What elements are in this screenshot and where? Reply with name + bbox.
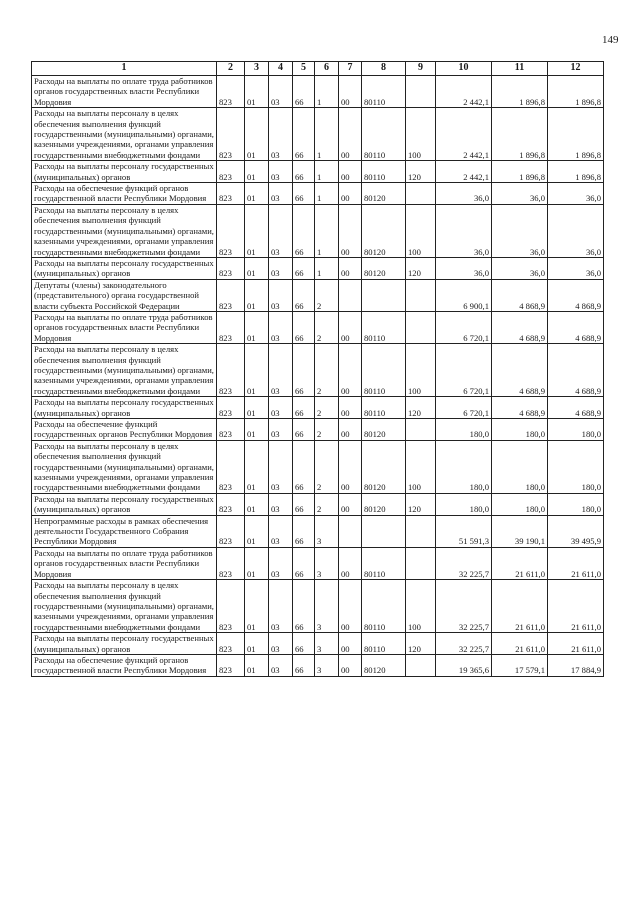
admin-code: 823 [217, 108, 245, 161]
amount-col-11: 4 688,9 [492, 344, 548, 397]
amount-col-12: 21 611,0 [548, 547, 604, 579]
subsection-code: 03 [269, 257, 293, 279]
subsection-code: 03 [269, 76, 293, 108]
program-code: 66 [293, 161, 315, 183]
target-code: 80110 [362, 580, 406, 633]
amount-col-10: 19 365,6 [436, 654, 492, 676]
column-header: 1 [32, 62, 217, 76]
expense-type-code: 100 [406, 440, 436, 493]
expense-type-code [406, 76, 436, 108]
target-code: 80120 [362, 493, 406, 515]
section-code: 01 [245, 279, 269, 311]
row-description: Непрограммные расходы в рамках обеспечения деятельности Государственного Собрания Республики Мордовия [32, 515, 217, 547]
amount-col-11: 21 611,0 [492, 633, 548, 655]
target-code: 80120 [362, 183, 406, 205]
admin-code: 823 [217, 654, 245, 676]
column-header: 5 [293, 62, 315, 76]
amount-col-11: 180,0 [492, 493, 548, 515]
group-code: 00 [339, 183, 362, 205]
subprogram-code: 1 [315, 108, 339, 161]
section-code: 01 [245, 654, 269, 676]
row-description: Расходы на выплаты персоналу в целях обеспечения выполнения функций государственными (муниципальными) органами, казенными учреждениями, органами управления государственными внебюджетными фондами [32, 108, 217, 161]
amount-col-12: 39 495,9 [548, 515, 604, 547]
group-code: 00 [339, 257, 362, 279]
group-code [339, 279, 362, 311]
subsection-code: 03 [269, 344, 293, 397]
amount-col-12: 21 611,0 [548, 633, 604, 655]
row-description: Расходы на выплаты персоналу государственных (муниципальных) органов [32, 257, 217, 279]
column-header: 9 [406, 62, 436, 76]
expense-type-code [406, 183, 436, 205]
row-description: Расходы на выплаты по оплате труда работников органов государственных власти Республики Мордовия [32, 547, 217, 579]
expense-type-code: 100 [406, 108, 436, 161]
subprogram-code: 1 [315, 183, 339, 205]
row-description: Расходы на выплаты персоналу в целях обеспечения выполнения функций государственными (муниципальными) органами, казенными учреждениями, органами управления государственными внебюджетными фондами [32, 204, 217, 257]
admin-code: 823 [217, 397, 245, 419]
target-code: 80110 [362, 547, 406, 579]
amount-col-11: 180,0 [492, 419, 548, 441]
table-row [32, 76, 604, 108]
amount-col-12: 4 688,9 [548, 397, 604, 419]
admin-code: 823 [217, 547, 245, 579]
column-header: 8 [362, 62, 406, 76]
amount-col-10: 2 442,1 [436, 108, 492, 161]
expense-type-code: 120 [406, 397, 436, 419]
table-row [32, 279, 604, 311]
admin-code: 823 [217, 311, 245, 343]
amount-col-11: 1 896,8 [492, 161, 548, 183]
amount-col-10: 180,0 [436, 440, 492, 493]
amount-col-11: 36,0 [492, 257, 548, 279]
row-description: Расходы на обеспечение функций органов государственной власти Республики Мордовия [32, 183, 217, 205]
amount-col-12: 1 896,8 [548, 161, 604, 183]
amount-col-12: 36,0 [548, 257, 604, 279]
target-code: 80110 [362, 397, 406, 419]
subprogram-code: 2 [315, 419, 339, 441]
amount-col-10: 32 225,7 [436, 580, 492, 633]
target-code: 80120 [362, 419, 406, 441]
admin-code: 823 [217, 493, 245, 515]
table-row [32, 204, 604, 257]
amount-col-12: 4 688,9 [548, 344, 604, 397]
expense-type-code [406, 547, 436, 579]
amount-col-11: 17 579,1 [492, 654, 548, 676]
amount-col-12: 1 896,8 [548, 76, 604, 108]
amount-col-12: 180,0 [548, 440, 604, 493]
budget-table [31, 61, 604, 677]
target-code: 80110 [362, 311, 406, 343]
amount-col-10: 2 442,1 [436, 161, 492, 183]
admin-code: 823 [217, 344, 245, 397]
expense-type-code: 120 [406, 493, 436, 515]
column-header: 6 [315, 62, 339, 76]
program-code: 66 [293, 547, 315, 579]
target-code: 80120 [362, 204, 406, 257]
section-code: 01 [245, 515, 269, 547]
amount-col-10: 180,0 [436, 419, 492, 441]
group-code: 00 [339, 419, 362, 441]
row-description: Расходы на выплаты по оплате труда работников органов государственных власти Республики Мордовия [32, 311, 217, 343]
amount-col-12: 180,0 [548, 419, 604, 441]
admin-code: 823 [217, 440, 245, 493]
expense-type-code: 100 [406, 204, 436, 257]
amount-col-10: 6 720,1 [436, 344, 492, 397]
table-row [32, 515, 604, 547]
subsection-code: 03 [269, 580, 293, 633]
column-header: 3 [245, 62, 269, 76]
group-code: 00 [339, 633, 362, 655]
target-code: 80110 [362, 108, 406, 161]
subprogram-code: 2 [315, 493, 339, 515]
column-header: 10 [436, 62, 492, 76]
expense-type-code [406, 419, 436, 441]
table-row [32, 419, 604, 441]
amount-col-11: 36,0 [492, 183, 548, 205]
amount-col-11: 180,0 [492, 440, 548, 493]
row-description: Расходы на выплаты персоналу в целях обеспечения выполнения функций государственными (муниципальными) органами, казенными учреждениями, органами управления государственными внебюджетными фондами [32, 344, 217, 397]
program-code: 66 [293, 580, 315, 633]
admin-code: 823 [217, 76, 245, 108]
amount-col-11: 4 868,9 [492, 279, 548, 311]
section-code: 01 [245, 440, 269, 493]
subsection-code: 03 [269, 440, 293, 493]
amount-col-11: 21 611,0 [492, 547, 548, 579]
subprogram-code: 3 [315, 547, 339, 579]
section-code: 01 [245, 257, 269, 279]
expense-type-code [406, 279, 436, 311]
program-code: 66 [293, 257, 315, 279]
subprogram-code: 2 [315, 344, 339, 397]
target-code: 80120 [362, 654, 406, 676]
expense-type-code: 120 [406, 161, 436, 183]
subprogram-code: 2 [315, 440, 339, 493]
program-code: 66 [293, 204, 315, 257]
amount-col-10: 2 442,1 [436, 76, 492, 108]
group-code: 00 [339, 204, 362, 257]
admin-code: 823 [217, 279, 245, 311]
program-code: 66 [293, 344, 315, 397]
subsection-code: 03 [269, 204, 293, 257]
section-code: 01 [245, 161, 269, 183]
section-code: 01 [245, 76, 269, 108]
amount-col-11: 39 190,1 [492, 515, 548, 547]
amount-col-12: 36,0 [548, 183, 604, 205]
row-description: Расходы на выплаты персоналу государственных (муниципальных) органов [32, 397, 217, 419]
table-row [32, 580, 604, 633]
subprogram-code: 3 [315, 515, 339, 547]
subprogram-code: 3 [315, 654, 339, 676]
subprogram-code: 1 [315, 161, 339, 183]
group-code: 00 [339, 440, 362, 493]
subprogram-code: 2 [315, 279, 339, 311]
expense-type-code: 100 [406, 344, 436, 397]
amount-col-10: 32 225,7 [436, 633, 492, 655]
amount-col-10: 51 591,3 [436, 515, 492, 547]
column-header: 7 [339, 62, 362, 76]
program-code: 66 [293, 440, 315, 493]
section-code: 01 [245, 493, 269, 515]
program-code: 66 [293, 397, 315, 419]
section-code: 01 [245, 633, 269, 655]
amount-col-10: 6 720,1 [436, 311, 492, 343]
admin-code: 823 [217, 580, 245, 633]
row-description: Расходы на выплаты персоналу в целях обеспечения выполнения функций государственными (муниципальными) органами, казенными учреждениями, органами управления государственными внебюджетными фондами [32, 440, 217, 493]
program-code: 66 [293, 311, 315, 343]
expense-type-code: 100 [406, 580, 436, 633]
program-code: 66 [293, 515, 315, 547]
row-description: Расходы на выплаты персоналу государственных (муниципальных) органов [32, 633, 217, 655]
row-description: Расходы на выплаты персоналу государственных (муниципальных) органов [32, 161, 217, 183]
subsection-code: 03 [269, 183, 293, 205]
admin-code: 823 [217, 633, 245, 655]
section-code: 01 [245, 344, 269, 397]
row-description: Депутаты (члены) законодательного (представительного) органа государственной власти субъекта Российской Федерации [32, 279, 217, 311]
expense-type-code [406, 654, 436, 676]
group-code: 00 [339, 161, 362, 183]
subsection-code: 03 [269, 311, 293, 343]
row-description: Расходы на выплаты персоналу в целях обеспечения выполнения функций государственными (муниципальными) органами, казенными учреждениями, органами управления государственными внебюджетными фондами [32, 580, 217, 633]
amount-col-11: 1 896,8 [492, 108, 548, 161]
column-header: 12 [548, 62, 604, 76]
program-code: 66 [293, 419, 315, 441]
amount-col-12: 180,0 [548, 493, 604, 515]
subsection-code: 03 [269, 161, 293, 183]
amount-col-12: 1 896,8 [548, 108, 604, 161]
section-code: 01 [245, 419, 269, 441]
amount-col-11: 36,0 [492, 204, 548, 257]
table-row [32, 654, 604, 676]
table-row [32, 547, 604, 579]
row-description: Расходы на обеспечение функций государственных органов Республики Мордовия [32, 419, 217, 441]
column-header: 11 [492, 62, 548, 76]
table-row [32, 633, 604, 655]
group-code: 00 [339, 108, 362, 161]
amount-col-10: 36,0 [436, 204, 492, 257]
admin-code: 823 [217, 515, 245, 547]
row-description: Расходы на выплаты по оплате труда работников органов государственных власти Республики Мордовия [32, 76, 217, 108]
amount-col-10: 36,0 [436, 183, 492, 205]
table-row [32, 108, 604, 161]
expense-type-code [406, 515, 436, 547]
subsection-code: 03 [269, 279, 293, 311]
table-row [32, 311, 604, 343]
table-row [32, 257, 604, 279]
column-header: 4 [269, 62, 293, 76]
table-row [32, 344, 604, 397]
amount-col-12: 4 688,9 [548, 311, 604, 343]
table-body [32, 76, 604, 677]
section-code: 01 [245, 580, 269, 633]
row-description: Расходы на обеспечение функций органов государственной власти Республики Мордовия [32, 654, 217, 676]
expense-type-code: 120 [406, 257, 436, 279]
amount-col-12: 4 868,9 [548, 279, 604, 311]
target-code: 80110 [362, 344, 406, 397]
section-code: 01 [245, 183, 269, 205]
target-code [362, 279, 406, 311]
program-code: 66 [293, 633, 315, 655]
program-code: 66 [293, 76, 315, 108]
group-code: 00 [339, 397, 362, 419]
subsection-code: 03 [269, 654, 293, 676]
amount-col-10: 180,0 [436, 493, 492, 515]
subsection-code: 03 [269, 493, 293, 515]
admin-code: 823 [217, 161, 245, 183]
target-code: 80110 [362, 76, 406, 108]
subprogram-code: 1 [315, 76, 339, 108]
group-code: 00 [339, 76, 362, 108]
expense-type-code [406, 311, 436, 343]
subsection-code: 03 [269, 397, 293, 419]
target-code: 80120 [362, 257, 406, 279]
subsection-code: 03 [269, 419, 293, 441]
subprogram-code: 2 [315, 397, 339, 419]
section-code: 01 [245, 108, 269, 161]
expense-type-code: 120 [406, 633, 436, 655]
target-code: 80110 [362, 633, 406, 655]
amount-col-12: 36,0 [548, 204, 604, 257]
subsection-code: 03 [269, 515, 293, 547]
table-header-row [32, 62, 604, 76]
page-number: 149 [602, 34, 619, 46]
amount-col-10: 6 900,1 [436, 279, 492, 311]
section-code: 01 [245, 547, 269, 579]
section-code: 01 [245, 204, 269, 257]
amount-col-10: 36,0 [436, 257, 492, 279]
table-row [32, 183, 604, 205]
admin-code: 823 [217, 419, 245, 441]
target-code: 80120 [362, 440, 406, 493]
table-row [32, 493, 604, 515]
table-row [32, 440, 604, 493]
subprogram-code: 3 [315, 580, 339, 633]
group-code: 00 [339, 580, 362, 633]
subsection-code: 03 [269, 108, 293, 161]
table-row [32, 397, 604, 419]
group-code: 00 [339, 344, 362, 397]
amount-col-11: 4 688,9 [492, 311, 548, 343]
amount-col-11: 1 896,8 [492, 76, 548, 108]
table-row [32, 161, 604, 183]
admin-code: 823 [217, 257, 245, 279]
subsection-code: 03 [269, 633, 293, 655]
amount-col-10: 6 720,1 [436, 397, 492, 419]
subsection-code: 03 [269, 547, 293, 579]
amount-col-11: 4 688,9 [492, 397, 548, 419]
group-code [339, 515, 362, 547]
subprogram-code: 1 [315, 204, 339, 257]
group-code: 00 [339, 654, 362, 676]
target-code: 80110 [362, 161, 406, 183]
subprogram-code: 3 [315, 633, 339, 655]
section-code: 01 [245, 311, 269, 343]
subprogram-code: 1 [315, 257, 339, 279]
row-description: Расходы на выплаты персоналу государственных (муниципальных) органов [32, 493, 217, 515]
program-code: 66 [293, 108, 315, 161]
column-header: 2 [217, 62, 245, 76]
section-code: 01 [245, 397, 269, 419]
amount-col-12: 17 884,9 [548, 654, 604, 676]
amount-col-10: 32 225,7 [436, 547, 492, 579]
program-code: 66 [293, 654, 315, 676]
group-code: 00 [339, 547, 362, 579]
program-code: 66 [293, 279, 315, 311]
subprogram-code: 2 [315, 311, 339, 343]
group-code: 00 [339, 311, 362, 343]
target-code [362, 515, 406, 547]
amount-col-12: 21 611,0 [548, 580, 604, 633]
program-code: 66 [293, 493, 315, 515]
group-code: 00 [339, 493, 362, 515]
amount-col-11: 21 611,0 [492, 580, 548, 633]
program-code: 66 [293, 183, 315, 205]
admin-code: 823 [217, 204, 245, 257]
admin-code: 823 [217, 183, 245, 205]
